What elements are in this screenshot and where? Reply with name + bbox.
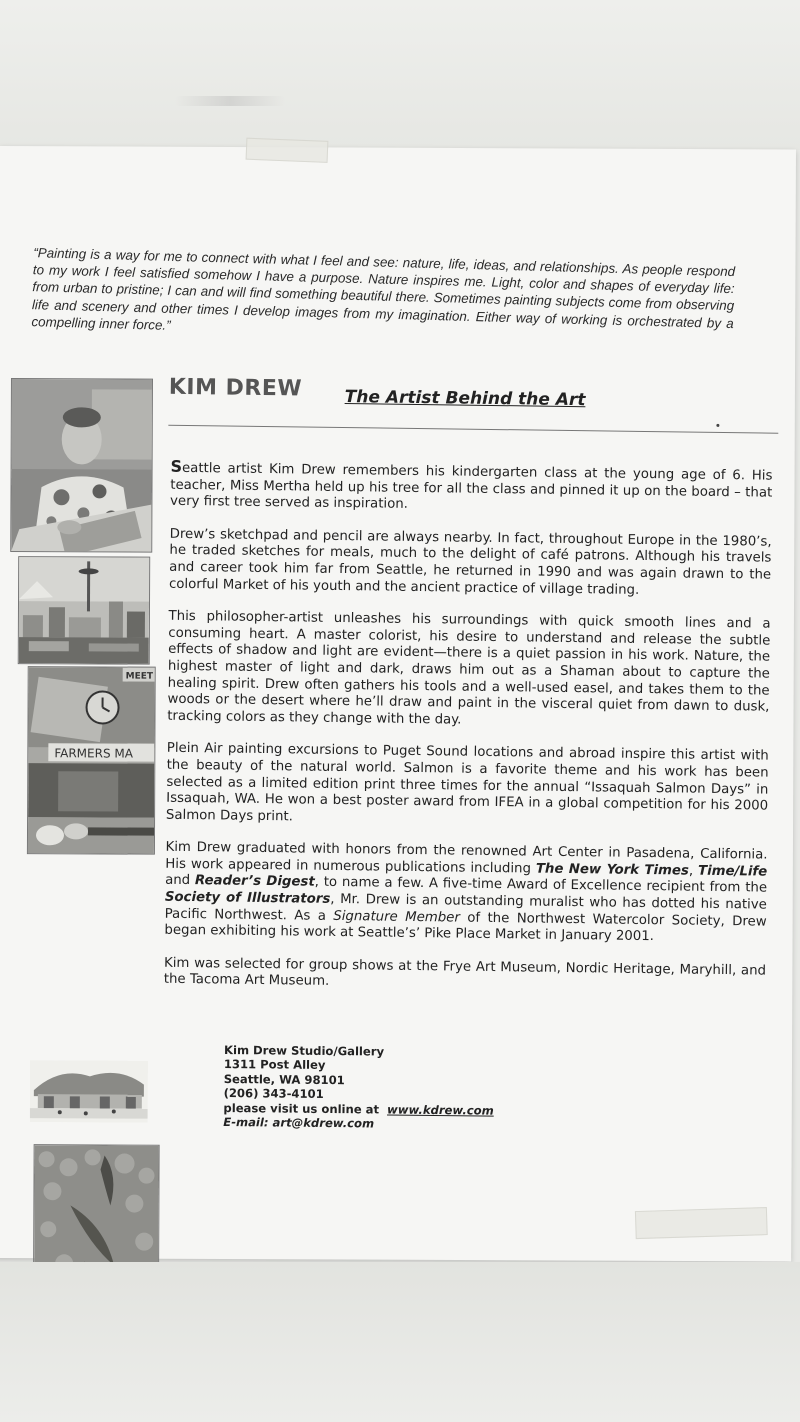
wall-mark <box>175 96 285 106</box>
website-link[interactable]: www.kdrew.com <box>387 1102 494 1118</box>
bio-paragraph-6: Kim was selected for group shows at the Frye Art Museum, Nordic Heritage, Maryhill, and the Tacoma Art Museum. <box>163 955 767 990</box>
seattle-skyline-painting <box>18 556 150 665</box>
signature-member: Signature Member <box>333 908 460 926</box>
drop-cap: S <box>170 456 183 476</box>
phone-number: (206) 343-4101 <box>223 1086 324 1102</box>
artist-name: KIM DREW <box>168 374 303 402</box>
tape-bottom <box>635 1207 768 1239</box>
header-divider <box>168 425 778 434</box>
header-dot <box>716 424 719 427</box>
studio-name: Kim Drew Studio/Gallery <box>223 1042 385 1059</box>
market-street-sketch <box>30 1060 148 1123</box>
photo-column <box>23 378 161 761</box>
bio-p5-text-f: of the Northwest Watercolor Society, Drew began exhibiting his work at Seattle’s’ Pike Place Market in January 2001. <box>164 910 767 945</box>
bio-paragraph-3: This philosopher-artist unleashes his surroundings with quick smooth lines and a consuming heart. A master colorist, his desire to understand and release the subtle effects of shadow and light are evident—there is a quiet passion in his work. Nature, the highest master of light and dark, draws him out as a Shaman about to capture the healing spirit. Drew often gathers his tools and a well-used easel, and takes them to the woods or the desert where he’ll draw and paint in the visceral quiet from dawn to dusk, tracking colors as they change with the day. <box>167 608 771 728</box>
subtitle: The Artist Behind the Art <box>344 387 586 411</box>
bio-p5-text-e: , Mr. Drew is an outstanding muralist who has dotted his native Pacific Northwest. As a <box>164 891 767 924</box>
city-address: Seattle, WA 98101 <box>223 1071 345 1087</box>
biography <box>163 456 773 1013</box>
bio-paragraph-2: Drew’s sketchpad and pencil are always nearby. In fact, throughout Europe in the 1980’s, he traded sketches for meals, much to the delight of café patrons. Although his travels and career took him far from Seattle, he returned in 1990 and was again drawn to the colorful Market of his youth and the ancient practice of village trading. <box>168 526 772 598</box>
flyer-page <box>0 146 796 1261</box>
publication-nyt: The New York Times <box>535 861 689 879</box>
bio-p5-text-a: Kim Drew graduated with honors from the renowned Art Center in Pasadena, California. His work appeared in numerous publications including <box>165 839 768 877</box>
artist-quote: “Painting is a way for me to connect with what I feel and see: nature, life, ideas, and relationships. As people respond to my work I feel satisfied somehow I have a purpose. Nature inspires me. Light, color and shapes of everyday life: from urban to pristine; I can and will find something beautiful there. Sometimes painting subjects come from observing life and scenery and other times I develop images from my imagination. Either way of working is orchestrated by a compelling inner force.” <box>31 245 736 333</box>
bio-p5-text-c: and <box>165 873 196 889</box>
meet-sign-text: MEET <box>125 671 154 682</box>
bio-p5-text-d: , to name a few. A five-time Award of Excellence recipient from the <box>314 875 768 897</box>
bio-paragraph-1-text: eattle artist Kim Drew remembers his kindergarten class at the young age of 6. His teacher, Miss Mertha held up his tree for all the class and pinned it up on the board – that very first tree served as inspiration. <box>169 460 773 513</box>
wall-background <box>0 0 800 150</box>
contact-block <box>223 1043 494 1132</box>
bio-paragraph-1 <box>169 456 773 519</box>
bio-paragraph-5 <box>164 840 767 947</box>
visit-label: please visit us online at <box>223 1100 380 1117</box>
society-of-illustrators: Society of Illustrators <box>164 889 331 907</box>
street-address: 1311 Post Alley <box>223 1057 326 1073</box>
bio-paragraph-4: Plein Air painting excursions to Puget Sound locations and abroad inspire this artist with the beauty of the natural world. Salmon is a favorite theme and his work has been selected as a limited edition print three times for the annual “Issaquah Salmon Days” in Issaquah, WA. He won a best poster award from IFEA in a global competition for his 2000 Salmon Days print. <box>165 741 769 825</box>
publication-readers-digest: Reader’s Digest <box>194 873 315 891</box>
artist-portrait-photo <box>10 378 153 553</box>
header-block <box>168 374 779 411</box>
tape-top <box>246 138 329 163</box>
farmers-market-sign-text: FARMERS MA <box>54 746 134 761</box>
bio-p5-text-b: , <box>688 863 699 879</box>
publication-time-life: Time/Life <box>697 863 768 880</box>
email-line[interactable]: E-mail: art@kdrew.com <box>223 1115 375 1131</box>
wall-bottom <box>0 1262 800 1422</box>
public-market-painting <box>27 666 156 855</box>
